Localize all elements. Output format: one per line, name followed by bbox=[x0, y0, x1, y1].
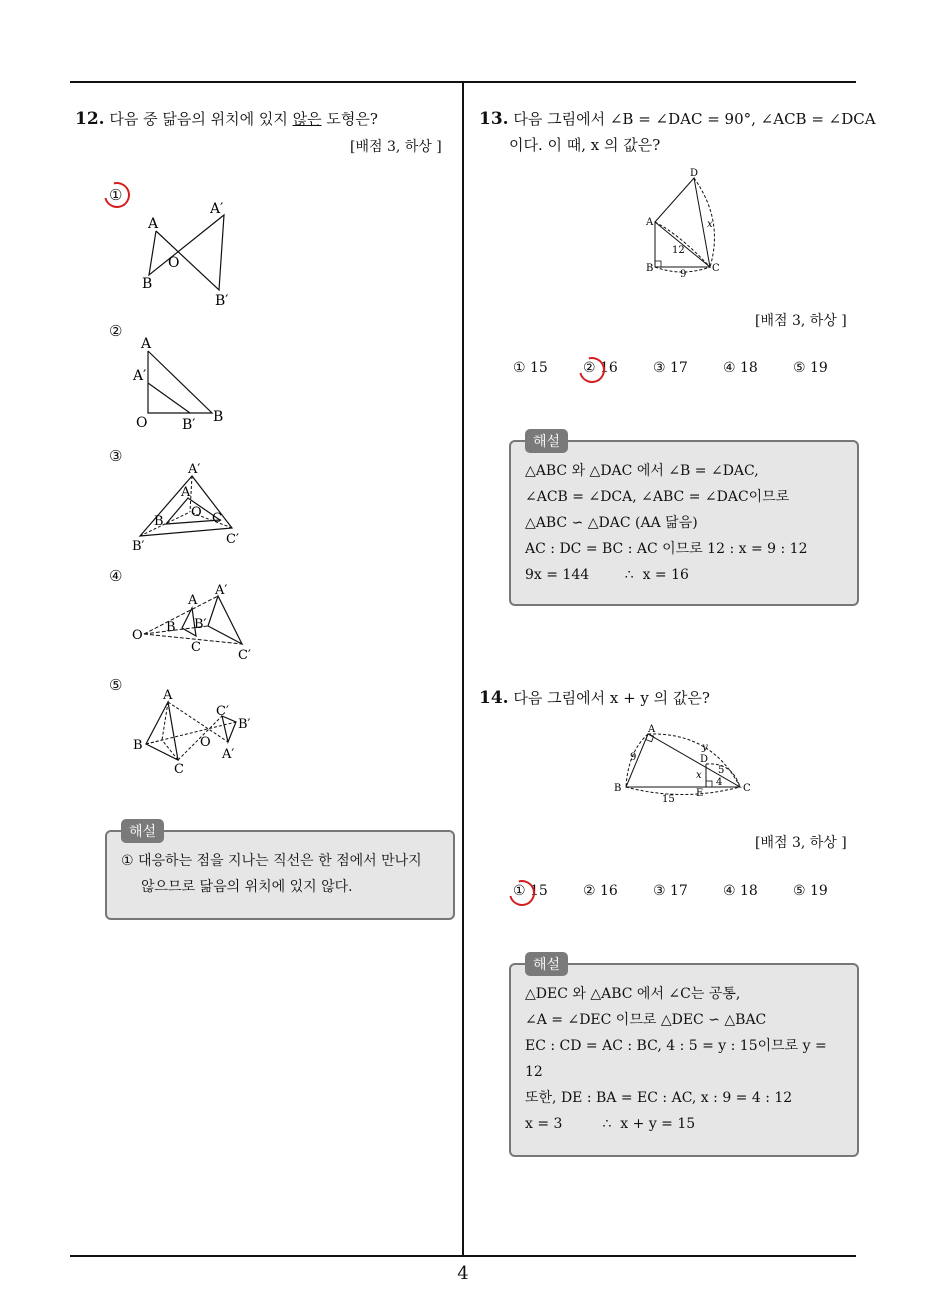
q13-line-2: 이다. 이 때, x 의 값은? bbox=[509, 136, 661, 154]
label-y: y bbox=[702, 742, 708, 753]
label-x: x bbox=[707, 219, 713, 230]
label-A-prime: A′ bbox=[188, 462, 201, 477]
q14-answer-mark bbox=[504, 875, 540, 911]
label-A: A bbox=[181, 485, 191, 500]
label-B: B bbox=[142, 276, 153, 292]
q12-score: [배점 3, 하상 ] bbox=[350, 139, 442, 155]
label-O: O bbox=[200, 735, 211, 750]
label-B-prime: B′ bbox=[215, 293, 229, 309]
q12-solution-line-2: 않으므로 닮음의 위치에 있지 않다. bbox=[141, 879, 353, 895]
q13-solution-line-5: 9x = 144 ∴ x = 16 bbox=[525, 567, 689, 583]
q14-solution-line-3: EC : CD = AC : BC, 4 : 5 = y : 15이므로 y = bbox=[525, 1038, 827, 1054]
q12-number: 12. bbox=[75, 109, 105, 129]
q14-solution-box bbox=[509, 957, 859, 1157]
q12-figure-2 bbox=[130, 333, 240, 433]
label-B: B bbox=[154, 514, 164, 529]
q13-solution-line-4: AC : DC = BC : AC 이므로 12 : x = 9 : 12 bbox=[525, 541, 808, 557]
q13-solution-tag: 해설 bbox=[525, 429, 568, 453]
label-C-prime: C′ bbox=[216, 704, 229, 719]
q14-choices bbox=[513, 883, 863, 899]
q13-choice-3[interactable]: ③ 17 bbox=[653, 360, 688, 376]
q14-choice-4[interactable]: ④ 18 bbox=[723, 883, 758, 899]
bottom-rule bbox=[70, 1255, 856, 1257]
q12-solution-tag: 해설 bbox=[121, 819, 164, 843]
q13-question bbox=[479, 106, 876, 158]
label-5: 5 bbox=[718, 765, 725, 776]
label-B-prime: B′ bbox=[238, 717, 251, 732]
q12-option-3-label[interactable]: ③ bbox=[109, 447, 123, 465]
q12-text-before: 다음 중 닮음의 위치에 있지 bbox=[109, 110, 293, 128]
q12-figure-3 bbox=[128, 458, 253, 558]
label-9: 9 bbox=[680, 269, 687, 280]
label-C: C bbox=[191, 640, 201, 655]
label-B-prime: B′ bbox=[194, 617, 207, 632]
label-9: 9 bbox=[630, 752, 637, 763]
label-C-prime: C′ bbox=[238, 648, 251, 663]
q13-choice-1[interactable]: ① 15 bbox=[513, 360, 548, 376]
label-C: C bbox=[212, 511, 222, 526]
q14-choice-3[interactable]: ③ 17 bbox=[653, 883, 688, 899]
q13-figure bbox=[640, 165, 730, 280]
column-divider bbox=[462, 83, 464, 1257]
label-D: D bbox=[690, 168, 699, 179]
label-15: 15 bbox=[662, 794, 675, 805]
q12-text-underlined: 않은 bbox=[292, 110, 322, 128]
q14-solution-line-4: 12 bbox=[525, 1064, 543, 1080]
q13-choice-4[interactable]: ④ 18 bbox=[723, 360, 758, 376]
label-A-prime: A′ bbox=[210, 201, 224, 217]
q14-choice-1[interactable]: ① 15 bbox=[513, 883, 548, 899]
label-A: A bbox=[648, 724, 656, 735]
label-A: A bbox=[188, 593, 198, 608]
label-B: B bbox=[614, 783, 622, 794]
label-A: A bbox=[141, 336, 152, 352]
q14-solution-line-6: x = 3 ∴ x + y = 15 bbox=[525, 1116, 696, 1132]
q12-solution-box bbox=[105, 824, 455, 920]
label-C-prime: C′ bbox=[226, 532, 239, 547]
q14-figure bbox=[612, 722, 757, 807]
q14-text: 다음 그림에서 x + y 의 값은? bbox=[513, 689, 710, 707]
q12-option-2-label[interactable]: ② bbox=[109, 322, 123, 340]
label-A-prime: A′ bbox=[222, 747, 235, 762]
q13-answer-mark bbox=[574, 352, 610, 388]
label-C: C bbox=[743, 783, 751, 794]
q12-option-1-label[interactable]: ① bbox=[109, 186, 123, 204]
label-A-prime: A′ bbox=[215, 583, 228, 598]
label-A: A bbox=[148, 216, 159, 232]
label-B: B bbox=[646, 263, 654, 274]
label-B: B bbox=[213, 409, 224, 425]
label-B: B bbox=[166, 620, 176, 635]
q12-option-4-label[interactable]: ④ bbox=[109, 567, 123, 585]
label-E: E bbox=[696, 788, 704, 799]
q13-line-1: 다음 그림에서 ∠B = ∠DAC = 90°, ∠ACB = ∠DCA bbox=[513, 110, 876, 128]
label-12: 12 bbox=[672, 245, 685, 256]
q12-option-5-label[interactable]: ⑤ bbox=[109, 676, 123, 694]
q14-question bbox=[479, 685, 710, 711]
q13-choice-5[interactable]: ⑤ 19 bbox=[793, 360, 828, 376]
q14-solution-line-1: △DEC 와 △ABC 에서 ∠C는 공통, bbox=[525, 986, 741, 1002]
label-O: O bbox=[168, 255, 180, 271]
q12-figure-5 bbox=[130, 686, 260, 781]
q12-figure-1 bbox=[130, 195, 250, 310]
label-D: D bbox=[700, 754, 709, 765]
q13-number: 13. bbox=[479, 109, 509, 129]
q14-number: 14. bbox=[479, 688, 509, 708]
label-A: A bbox=[163, 688, 173, 703]
label-O: O bbox=[191, 505, 202, 520]
page-number: 4 bbox=[457, 1263, 469, 1284]
q13-solution-line-2: ∠ACB = ∠DCA, ∠ABC = ∠DAC이므로 bbox=[525, 489, 790, 505]
label-4: 4 bbox=[716, 777, 723, 788]
q14-solution-line-5: 또한, DE : BA = EC : AC, x : 9 = 4 : 12 bbox=[525, 1090, 793, 1106]
q14-score: [배점 3, 하상 ] bbox=[755, 835, 847, 851]
label-A-prime: A′ bbox=[133, 368, 147, 384]
label-C: C bbox=[174, 762, 184, 777]
q14-choice-2[interactable]: ② 16 bbox=[583, 883, 618, 899]
label-O: O bbox=[132, 628, 143, 643]
label-B-prime: B′ bbox=[132, 539, 145, 554]
q14-solution-tag: 해설 bbox=[525, 952, 568, 976]
label-B-prime: B′ bbox=[182, 417, 196, 433]
q14-solution-line-2: ∠A = ∠DEC 이므로 △DEC ∽ △BAC bbox=[525, 1012, 767, 1028]
q13-score: [배점 3, 하상 ] bbox=[755, 313, 847, 329]
q12-figure-4 bbox=[130, 578, 260, 668]
label-O: O bbox=[136, 415, 148, 431]
label-C: C bbox=[712, 263, 720, 274]
q13-solution-line-3: △ABC ∽ △DAC (AA 닮음) bbox=[525, 515, 698, 531]
label-B: B bbox=[133, 738, 143, 753]
q12-question bbox=[75, 106, 378, 132]
label-x: x bbox=[696, 770, 702, 781]
label-A: A bbox=[646, 217, 654, 228]
q12-solution-line-1: ① 대응하는 점을 지나는 직선은 한 점에서 만나지 bbox=[121, 853, 422, 869]
q13-solution-line-1: △ABC 와 △DAC 에서 ∠B = ∠DAC, bbox=[525, 463, 759, 479]
q12-text-after: 도형은? bbox=[321, 110, 378, 128]
q14-choice-5[interactable]: ⑤ 19 bbox=[793, 883, 828, 899]
q13-choice-2[interactable]: ② 16 bbox=[583, 360, 618, 376]
q13-choices bbox=[513, 360, 863, 376]
q13-solution-box bbox=[509, 434, 859, 606]
